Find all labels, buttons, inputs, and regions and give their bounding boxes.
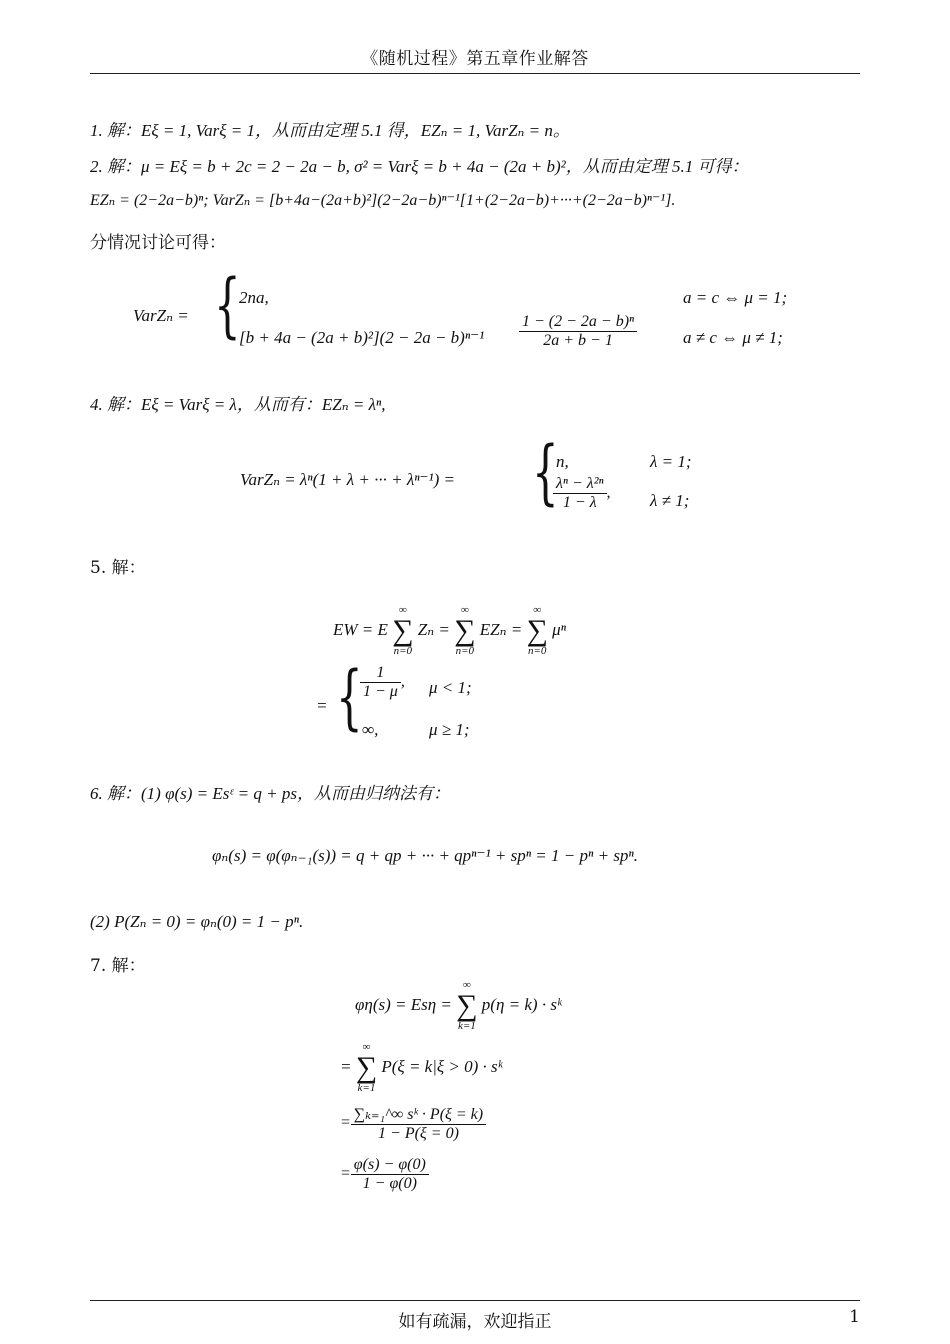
- footer-rule: [90, 1300, 860, 1301]
- eq7-sum-2: ∞ ∑ k=1: [355, 1041, 378, 1094]
- eq7-sum-1: ∞ ∑ k=1: [456, 979, 478, 1032]
- eq7-row4-eq: =: [340, 1165, 351, 1183]
- eq5-row1: [333, 605, 566, 657]
- eq5-case2-cond: μ ≥ 1;: [429, 720, 470, 739]
- eq7-row3-numerator: ∑ₖ₌₁^∞ sᵏ · P(ξ = k): [351, 1104, 486, 1125]
- problem-6-part-1: 6. 解：(1) φ(s) = Esᵋ = q + ps，从而由归纳法有：: [90, 784, 450, 803]
- problem-6-part-2: (2) P(Zₙ = 0) = φₙ(0) = 1 − pⁿ.: [90, 912, 304, 931]
- eq7-row4-denominator: 1 − φ(0): [362, 1175, 417, 1192]
- problem-1: 1. 解：Eξ = 1, Varξ = 1，从而由定理 5.1 得，EZₙ = 1, VarZₙ = n。: [90, 121, 570, 140]
- eq4-case1-cond: λ = 1;: [650, 452, 692, 471]
- eq4-left-brace: {: [532, 431, 559, 513]
- eq7-row1-lhs: φη(s) = Esη =: [355, 994, 452, 1014]
- eq2-case2-denominator: 2a + b − 1: [543, 332, 613, 349]
- eq7-row2-eq: =: [340, 1056, 352, 1076]
- eq5-term-3: μⁿ: [552, 619, 566, 639]
- eq5-eq-sign: =: [316, 696, 328, 715]
- footer-text: 如有疏漏，欢迎指正: [398, 1312, 552, 1332]
- problem-2-line-3: 分情况讨论可得：: [90, 233, 226, 253]
- eq4-case1-expr: n,: [556, 452, 569, 471]
- eq7-row1: [355, 980, 562, 1032]
- eq7-row4: [340, 1156, 429, 1193]
- problem-2-line-2: EZₙ = (2−2a−b)ⁿ; VarZₙ = [b+4a−(2a+b)²](2−2a−b)ⁿ⁻¹[1+(2−2a−b)+···+(2−2a−b)ⁿ⁻¹].: [90, 192, 676, 209]
- eq7-row2-rhs: P(ξ = k|ξ > 0) · sᵏ: [381, 1056, 503, 1076]
- eq5-case1-cond: μ < 1;: [429, 678, 472, 697]
- eq2-lhs: VarZₙ =: [133, 306, 189, 325]
- problem-7: 7. 解：: [90, 956, 146, 976]
- header-rule: [90, 73, 860, 74]
- eq2-left-brace: {: [214, 264, 241, 346]
- eq5-case1-denominator: 1 − μ: [363, 683, 398, 700]
- eq2-case1-expr: 2na,: [239, 288, 269, 307]
- problem-5: 5. 解：: [90, 558, 146, 578]
- eq5-sum-3: ∞ ∑ n=0: [526, 604, 548, 657]
- eq2-case2-numerator: 1 − (2 − 2a − b)ⁿ: [519, 313, 637, 332]
- eq7-row4-numerator: φ(s) − φ(0): [351, 1156, 429, 1175]
- eq2-case2-fraction: [519, 313, 637, 350]
- eq6: φₙ(s) = φ(φₙ₋₁(s)) = q + qp + ··· + qpⁿ⁻¹ + spⁿ = 1 − pⁿ + spⁿ.: [212, 846, 639, 865]
- eq5-sum-1: ∞ ∑ n=0: [392, 604, 414, 657]
- eq5-case2-expr: ∞,: [362, 720, 379, 739]
- eq5-left-brace: {: [336, 656, 363, 738]
- eq4-lhs: VarZₙ = λⁿ(1 + λ + ··· + λⁿ⁻¹) =: [240, 470, 456, 489]
- eq7-row3-eq: =: [340, 1114, 351, 1132]
- eq5-case1-fraction: $\frac{1}{1 - \mu}$ ,: [360, 664, 405, 701]
- eq4-case2-cond: λ ≠ 1;: [650, 491, 690, 510]
- eq5-term-1: Zₙ =: [417, 619, 450, 639]
- problem-4: 4. 解：Eξ = Varξ = λ，从而有：EZₙ = λⁿ,: [90, 395, 386, 414]
- eq4-case2-fraction: $\frac{\text{λⁿ − λ²ⁿ}}{1 - \lambda}$ ,: [553, 475, 611, 512]
- eq5-sum-2: ∞ ∑ n=0: [454, 604, 476, 657]
- eq2-case2-cond: a ≠ c ⇔ μ ≠ 1;: [683, 328, 783, 347]
- eq7-row2: [340, 1042, 502, 1094]
- eq5-case1-numerator: 1: [360, 664, 401, 683]
- eq7-row1-rhs: p(η = k) · sᵏ: [481, 994, 562, 1014]
- eq4-case2-numerator: λⁿ − λ²ⁿ: [553, 475, 607, 494]
- page-header-title: 《随机过程》第五章作业解答: [361, 49, 589, 69]
- eq2-case1-cond: a = c ⇔ μ = 1;: [683, 288, 788, 307]
- eq5-lhs: EW = E: [333, 619, 388, 639]
- eq2-case2-prefix: [b + 4a − (2a + b)²](2 − 2a − b)ⁿ⁻¹: [239, 328, 485, 347]
- page-number: 1: [849, 1307, 860, 1327]
- eq7-row3-denominator: 1 − P(ξ = 0): [378, 1125, 459, 1142]
- eq4-case2-denominator: 1 − λ: [562, 494, 597, 511]
- eq7-row3: [340, 1104, 486, 1143]
- problem-2-line-1: 2. 解：μ = Eξ = b + 2c = 2 − 2a − b, σ² = Varξ = b + 4a − (2a + b)²，从而由定理 5.1 可得：: [90, 157, 749, 176]
- eq5-term-2: EZₙ =: [479, 619, 523, 639]
